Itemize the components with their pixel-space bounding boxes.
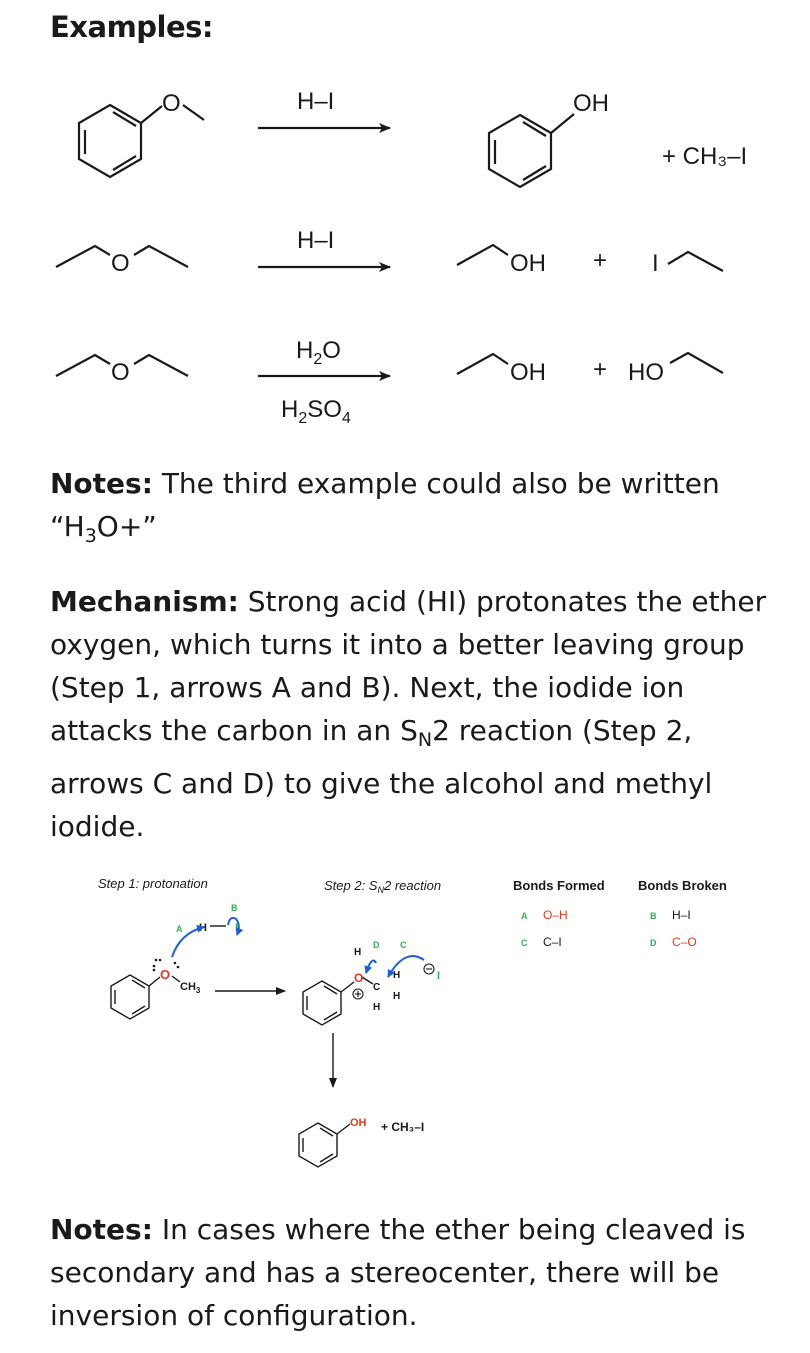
reagent-1: H–I xyxy=(297,88,335,115)
step2-h1: H xyxy=(393,970,401,981)
mechanism-paragraph: Mechanism: Strong acid (HI) protonates the ether oxygen, which turns it into a better leaving group (Step 1, arrows A and B). Next, the iodide ion attacks the carbon in an $S_N2$ reaction (Step 2, arrows C and D) to give the alcohol and methyl iodide. xyxy=(50,585,767,843)
ether-oxygen-3: O xyxy=(111,359,130,386)
phenol-ring xyxy=(489,115,551,187)
examples-reactions xyxy=(0,60,810,500)
reagent-2: H–I xyxy=(297,227,335,254)
step2-oxygen: O xyxy=(354,971,364,985)
formed-bond-a: O–H xyxy=(543,908,568,922)
arrow-label-c: C xyxy=(400,940,407,950)
iodo-2: I xyxy=(652,250,659,277)
bonds-formed-title: Bonds Formed xyxy=(513,878,605,893)
formed-letter-c: C xyxy=(521,938,528,948)
ether-oxygen-2: O xyxy=(111,250,130,277)
product-oh: OH xyxy=(350,1117,367,1129)
examples-heading: Examples: xyxy=(50,10,214,44)
methyl-iodide-1: + CH₃–I xyxy=(662,143,748,170)
step2-label: Step 2: $S_N2$ reaction xyxy=(324,878,442,895)
ethanol-oh-3: OH xyxy=(510,359,546,386)
curved-arrow-d xyxy=(366,961,376,973)
arrow-label-a: A xyxy=(176,924,183,934)
anisole-ring xyxy=(79,105,141,177)
reagent-3-top: $H_2O$ xyxy=(296,337,341,368)
step2-iodide: I xyxy=(437,970,441,982)
step1-ch3: $CH_3$ xyxy=(180,981,201,995)
arrow-label-b: B xyxy=(231,903,238,913)
broken-bond-d: C–O xyxy=(672,935,697,949)
formed-letter-a: A xyxy=(521,911,528,921)
mechanism-diagram xyxy=(0,865,810,1185)
step2-h2: H xyxy=(393,991,401,1002)
broken-bond-b: H–I xyxy=(672,908,691,922)
notes-1: Notes: The third example could also be written “$H_3O+$” xyxy=(50,467,720,547)
step2-h3: H xyxy=(373,1002,381,1013)
product-methyl-iodide: + CH₃–I xyxy=(381,1120,425,1134)
step2-c: C xyxy=(373,982,381,993)
plus-2: + xyxy=(593,247,608,274)
ether-oxygen-1: O xyxy=(162,90,181,117)
step1-h: H xyxy=(199,922,207,934)
arrow-label-d: D xyxy=(373,940,380,950)
step1-oxygen: O xyxy=(160,967,171,982)
phenol-oh: OH xyxy=(573,90,609,117)
step1-i: I xyxy=(235,922,239,934)
reagent-3-bottom: $H_2SO_4$ xyxy=(281,396,351,427)
formed-bond-c: C–I xyxy=(543,935,562,949)
bonds-broken-title: Bonds Broken xyxy=(638,878,727,893)
notes-2: Notes: In cases where the ether being cleaved is secondary and has a stereocenter, there will be inversion of configuration. xyxy=(50,1213,746,1332)
plus-3: + xyxy=(593,356,608,383)
broken-letter-d: D xyxy=(650,938,657,948)
step1-label: Step 1: protonation xyxy=(98,876,208,891)
ethanol-ho-3: HO xyxy=(628,359,664,386)
broken-letter-b: B xyxy=(650,911,657,921)
ethanol-oh-2: OH xyxy=(510,250,546,277)
step2-h-top: H xyxy=(354,947,362,958)
